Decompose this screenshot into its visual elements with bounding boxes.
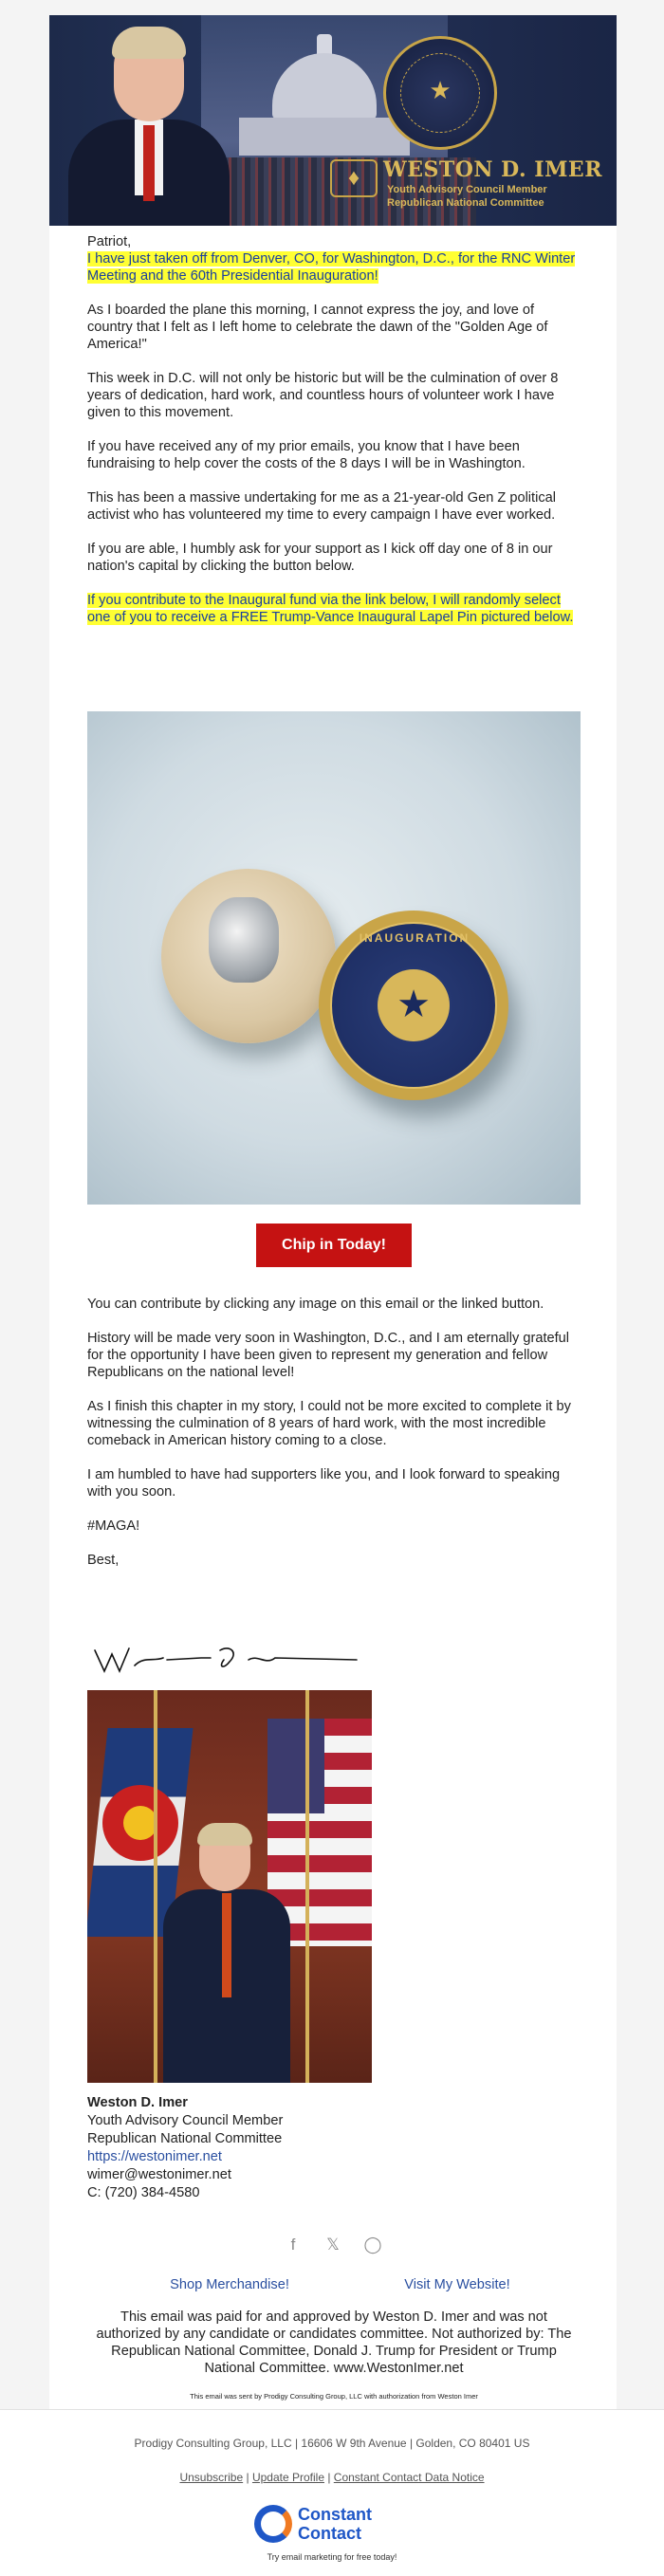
pin-ring-text: INAUGURATION bbox=[359, 931, 470, 945]
handwritten-signature bbox=[87, 1637, 372, 1679]
paragraph-culmination: This week in D.C. will not only be historic but will be the culmination of over 8 years of dedication, hard work, and countless hours of volunteer work I have given to this movement. bbox=[87, 371, 559, 420]
capitol-building bbox=[239, 118, 410, 156]
portrait-tie bbox=[222, 1893, 231, 1997]
email-body bbox=[87, 233, 581, 643]
social-links bbox=[283, 2235, 383, 2255]
shop-merchandise-link[interactable]: Shop Merchandise! bbox=[170, 2277, 289, 2292]
header-banner[interactable] bbox=[49, 15, 617, 226]
signer-org: Republican National Committee bbox=[87, 2131, 283, 2146]
lapel-pin-image[interactable] bbox=[87, 711, 581, 1205]
chip-in-button[interactable]: Chip in Today! bbox=[256, 1224, 412, 1267]
facebook-icon[interactable]: f bbox=[290, 2236, 296, 2254]
brand-line-1: Constant bbox=[298, 2505, 372, 2524]
banner-person-tie bbox=[143, 125, 155, 201]
email-body-continued bbox=[87, 1296, 581, 1586]
unsubscribe-link[interactable]: Unsubscribe bbox=[179, 2471, 244, 2484]
email-card bbox=[49, 15, 617, 2409]
footer-action-links bbox=[0, 2471, 664, 2484]
x-icon[interactable]: 𝕏 bbox=[326, 2236, 340, 2254]
highlight-lapel-pin-offer: If you contribute to the Inaugural fund via the link below, I will randomly select one of you to receive a FREE Trump-Vance Inaugural Lapel Pin pictured below. bbox=[87, 593, 574, 625]
sender-address: Prodigy Consulting Group, LLC | 16606 W 9th Avenue | Golden, CO 80401 US bbox=[134, 2437, 530, 2450]
eagle-icon: ★ bbox=[429, 76, 452, 104]
paragraph-history: History will be made very soon in Washington, D.C., and I am eternally grateful for the opportunity I have been given to represent my generation and fellow Republicans on the national level! bbox=[87, 1331, 570, 1380]
instagram-icon[interactable]: ◯ bbox=[363, 2236, 382, 2254]
signer-phone: C: (720) 384-4580 bbox=[87, 2185, 200, 2200]
separator: | bbox=[327, 2471, 334, 2484]
signer-email[interactable]: wimer@westonimer.net bbox=[87, 2167, 231, 2182]
hashtag: #MAGA! bbox=[87, 1518, 140, 1534]
gop-elephant-icon: ♦ bbox=[330, 159, 378, 197]
paid-for-disclaimer: This email was paid for and approved by Weston D. Imer and was not authorized by any candidate or candidates committee. Not authorized by: The Republican National Committee, Donald J. Trump for President or Trump National Committee. www.WestonImer.net bbox=[96, 2309, 572, 2376]
pin-clutch bbox=[209, 897, 279, 983]
visit-website-link[interactable]: Visit My Website! bbox=[404, 2277, 510, 2292]
update-profile-link[interactable]: Update Profile bbox=[251, 2471, 324, 2484]
data-notice-link[interactable]: Constant Contact Data Notice bbox=[333, 2471, 485, 2484]
portrait-hair bbox=[197, 1823, 252, 1846]
footer-tagline[interactable]: Try email marketing for free today! bbox=[267, 2552, 397, 2562]
website-link[interactable]: https://westonimer.net bbox=[87, 2149, 222, 2164]
sent-by-notice: This email was sent by Prodigy Consulting Group, LLC with authorization from Weston Imer bbox=[190, 2392, 478, 2401]
portrait-photo[interactable] bbox=[87, 1690, 372, 2083]
paragraph-fundraising: If you have received any of my prior emails, you know that I have been fundraising to help cover the costs of the 8 days I will be in Washington. bbox=[87, 439, 526, 471]
constant-contact-wordmark[interactable] bbox=[298, 2505, 372, 2543]
paragraph-boarding: As I boarded the plane this morning, I cannot express the joy, and love of country that I felt as I left home to celebrate the dawn of the "Golden Age of America!" bbox=[87, 303, 548, 352]
eagle-icon: ★ bbox=[378, 969, 450, 1041]
constant-contact-logo-icon[interactable] bbox=[254, 2505, 292, 2543]
paragraph-undertaking: This has been a massive undertaking for me as a 21-year-old Gen Z political activist who has volunteered my time to every campaign I have ever worked. bbox=[87, 490, 556, 523]
paragraph-humbled: I am humbled to have had supporters like you, and I look forward to speaking with you soon. bbox=[87, 1467, 561, 1500]
constant-contact-footer bbox=[0, 2409, 664, 2576]
signer-name: Weston D. Imer bbox=[87, 2095, 188, 2110]
greeting: Patriot, bbox=[87, 234, 132, 249]
separator: | bbox=[246, 2471, 252, 2484]
banner-org: Republican National Committee bbox=[387, 197, 544, 209]
banner-person-hair bbox=[112, 27, 186, 59]
banner-name: WESTON D. IMER bbox=[383, 157, 602, 182]
paragraph-ask: If you are able, I humbly ask for your support as I kick off day one of 8 in our nation's capital by clicking the button below. bbox=[87, 542, 553, 574]
brand-line-2: Contact bbox=[298, 2524, 361, 2543]
us-flag-canton bbox=[267, 1719, 324, 1813]
signature-block bbox=[87, 2094, 467, 2202]
colorado-flag-disk bbox=[123, 1806, 157, 1840]
flag-pole bbox=[305, 1690, 309, 2083]
highlight-departure: I have just taken off from Denver, CO, for Washington, D.C., for the RNC Winter Meeting and the 60th Presidential Inauguration! bbox=[87, 251, 576, 284]
sign-off: Best, bbox=[87, 1553, 120, 1568]
paragraph-contribute: You can contribute by clicking any image on this email or the linked button. bbox=[87, 1297, 544, 1312]
banner-role: Youth Advisory Council Member bbox=[387, 184, 547, 195]
flag-pole bbox=[154, 1690, 157, 2083]
signer-role: Youth Advisory Council Member bbox=[87, 2113, 284, 2128]
paragraph-chapter: As I finish this chapter in my story, I could not be more excited to complete it by witnessing the culmination of 8 years of hard work, with the most incredible comeback in American history coming to a close. bbox=[87, 1399, 571, 1448]
